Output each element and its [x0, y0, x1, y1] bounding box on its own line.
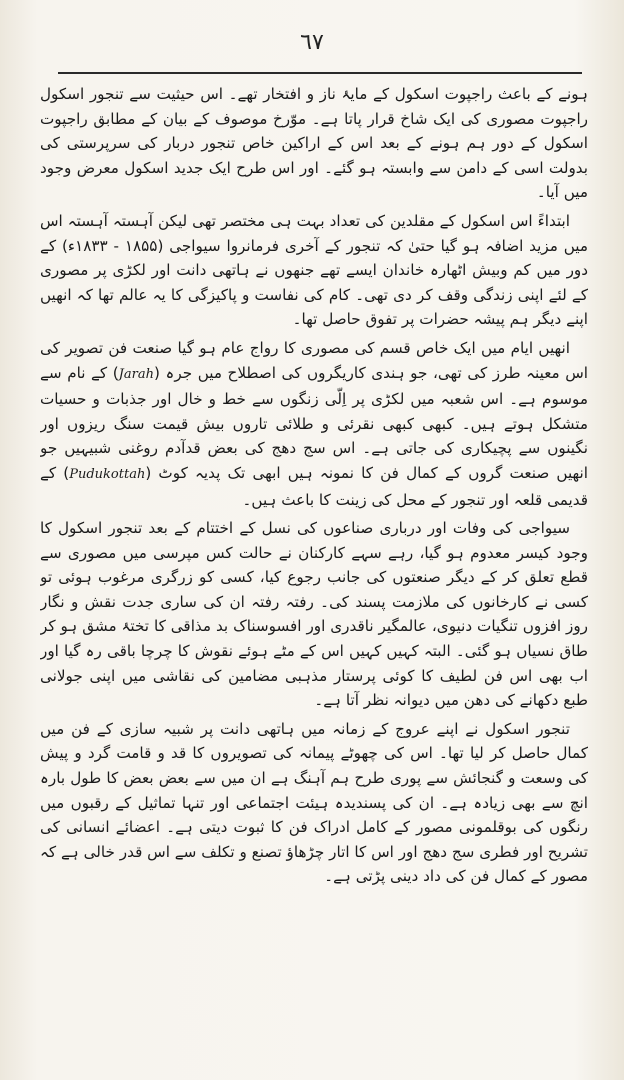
paragraph-5: تنجور اسکول نے اپنے عروج کے زمانہ میں ہاتھی دانت پر شبیہ سازی کے فن میں کمال حاصل کر لیا تھا۔ اس کی چھوٹے پیمانہ کی تصویروں کا قد و قامت گرد و پیش کی وسعت و گنجائش سے پوری طرح ہم آہنگ ہے ان میں سے بعض بعض کا طول بارہ انچ سے بھی زیادہ ہے۔ ان کی پسندیدہ ہیئت اجتماعی اور تنہا تماثیل کے رقبوں میں رنگوں کی بوقلمونی مصور کے کامل ادراک فن کا ثبوت دیتی ہے۔ اعضائے انسانی کی تشریح اور فطری سج دھج اور اس کا اتار چڑھاؤ تصنع و تکلف سے اس قدر خالی ہے کہ مصور کے کمال فن کی داد دینی پڑتی ہے۔ [40, 719, 588, 886]
page-number: ٦٧ [300, 30, 324, 55]
paragraph-3-part-3: ) کے قدیمی قلعہ اور تنجور کے محل کی زینت کا باعث ہیں۔ [40, 463, 588, 509]
paragraph-3-part-2: ) کے نام سے موسوم ہے۔ اس شعبہ میں لکڑی پر اِلّی زنگوں سے خط و خال اور جذبات و حسیات متشکل ہوتے ہیں۔ کبھی کبھی نقرئی و طلائی تاروں بیش قیمت سنگ ریزوں اور نگینوں سے پچیکاری کی جاتی ہے۔ اس سج دھج کی بعض قدآدم روغنی شبیہیں جو انھیں صنعت گروں کے کمال فن کا نمونہ ہیں ابھی تک پدیہ کوٹ ( [40, 363, 588, 482]
body-text [40, 82, 588, 1062]
paragraph-3-part-1: انھیں ایام میں ایک خاص قسم کی مصوری کا رواج عام ہو گیا صنعت فن تصویر کی اس معینہ طرز کی تھی، جو ہندی کاریگروں کی اصطلاح میں جرہ ( [40, 338, 588, 382]
paragraph-1: ہونے کے باعث راجپوت اسکول کے مایۂ ناز و افتخار تھے۔ اس حیثیت سے تنجور اسکول راجپوت مصوری کی ایک شاخ قرار پاتا ہے۔ موّرخ موصوف کے بیان کے مطابق راجپوت اسکول کے دور ہم ہونے کے بعد اس کے اراکین خاص تنجور دربار کی سرپرستی کی بدولت اسی کے دامن سے وابستہ ہو گئے۔ اور اس طرح ایک جدید اسکول معرض وجود میں آیا۔ [40, 85, 588, 202]
latin-term-pudukottah: Pudukottah [69, 466, 146, 482]
paragraph-2: ابتداءً اس اسکول کے مقلدین کی تعداد بہت ہی مختصر تھی لیکن آہستہ آہستہ اس میں مزید اضافہ ہو گیا حتیٰ کہ تنجور کے آخری فرمانروا سیواجی (۱۸۵۵ - ۱۸۳۳ء) کے دور میں کم وبیش اٹھارہ خاندان ایسے تھے جنھوں نے ہاتھی دانت اور لکڑی پر مصوری کے لئے اپنی زندگی وقف کر دی تھی۔ کام کی نفاست و پاکیزگی کا یہ عالم تھا کہ انھیں اپنے دیگر ہم پیشہ حضرات پر تفوق حاصل تھا۔ [40, 211, 588, 329]
latin-term-jarah: Jarah [118, 366, 154, 382]
header-rule [58, 72, 582, 74]
paragraph-3 [40, 336, 588, 512]
paragraph-4: سیواجی کی وفات اور درباری صناعوں کی نسل کے اختتام کے بعد تنجور اسکول کا وجود کیسر معدوم ہو گیا، رہے سہے کارکنان نے حالت کس مپرسی میں مصوری سے قطع تعلق کر کے دیگر صنعتوں کی جانب رجوع کیا، کسی کو زرگری مرغوب ہوئی تو کسی نے کارخانوں کی ملازمت پسند کی۔ رفتہ رفتہ ان کی ساری جدت نقش و نگار روز افزوں تنگیات دنیوی، عالمگیر ناقدری اور افسوسناک بد مذاقی کا تختۂ مشق ہو کر طاق نسیاں ہو گئی۔ البتہ کہیں کہیں اس کے مٹے ہوئے نقوش کا چرچا باقی رہ گیا اور اب بھی اس فن لطیف کا کوئی پرستار مذہبی مضامین کی نقاشی میں اپنی جولانی طبع دکھانے کی دھن میں دیوانہ نظر آتا ہے۔ [40, 519, 588, 710]
